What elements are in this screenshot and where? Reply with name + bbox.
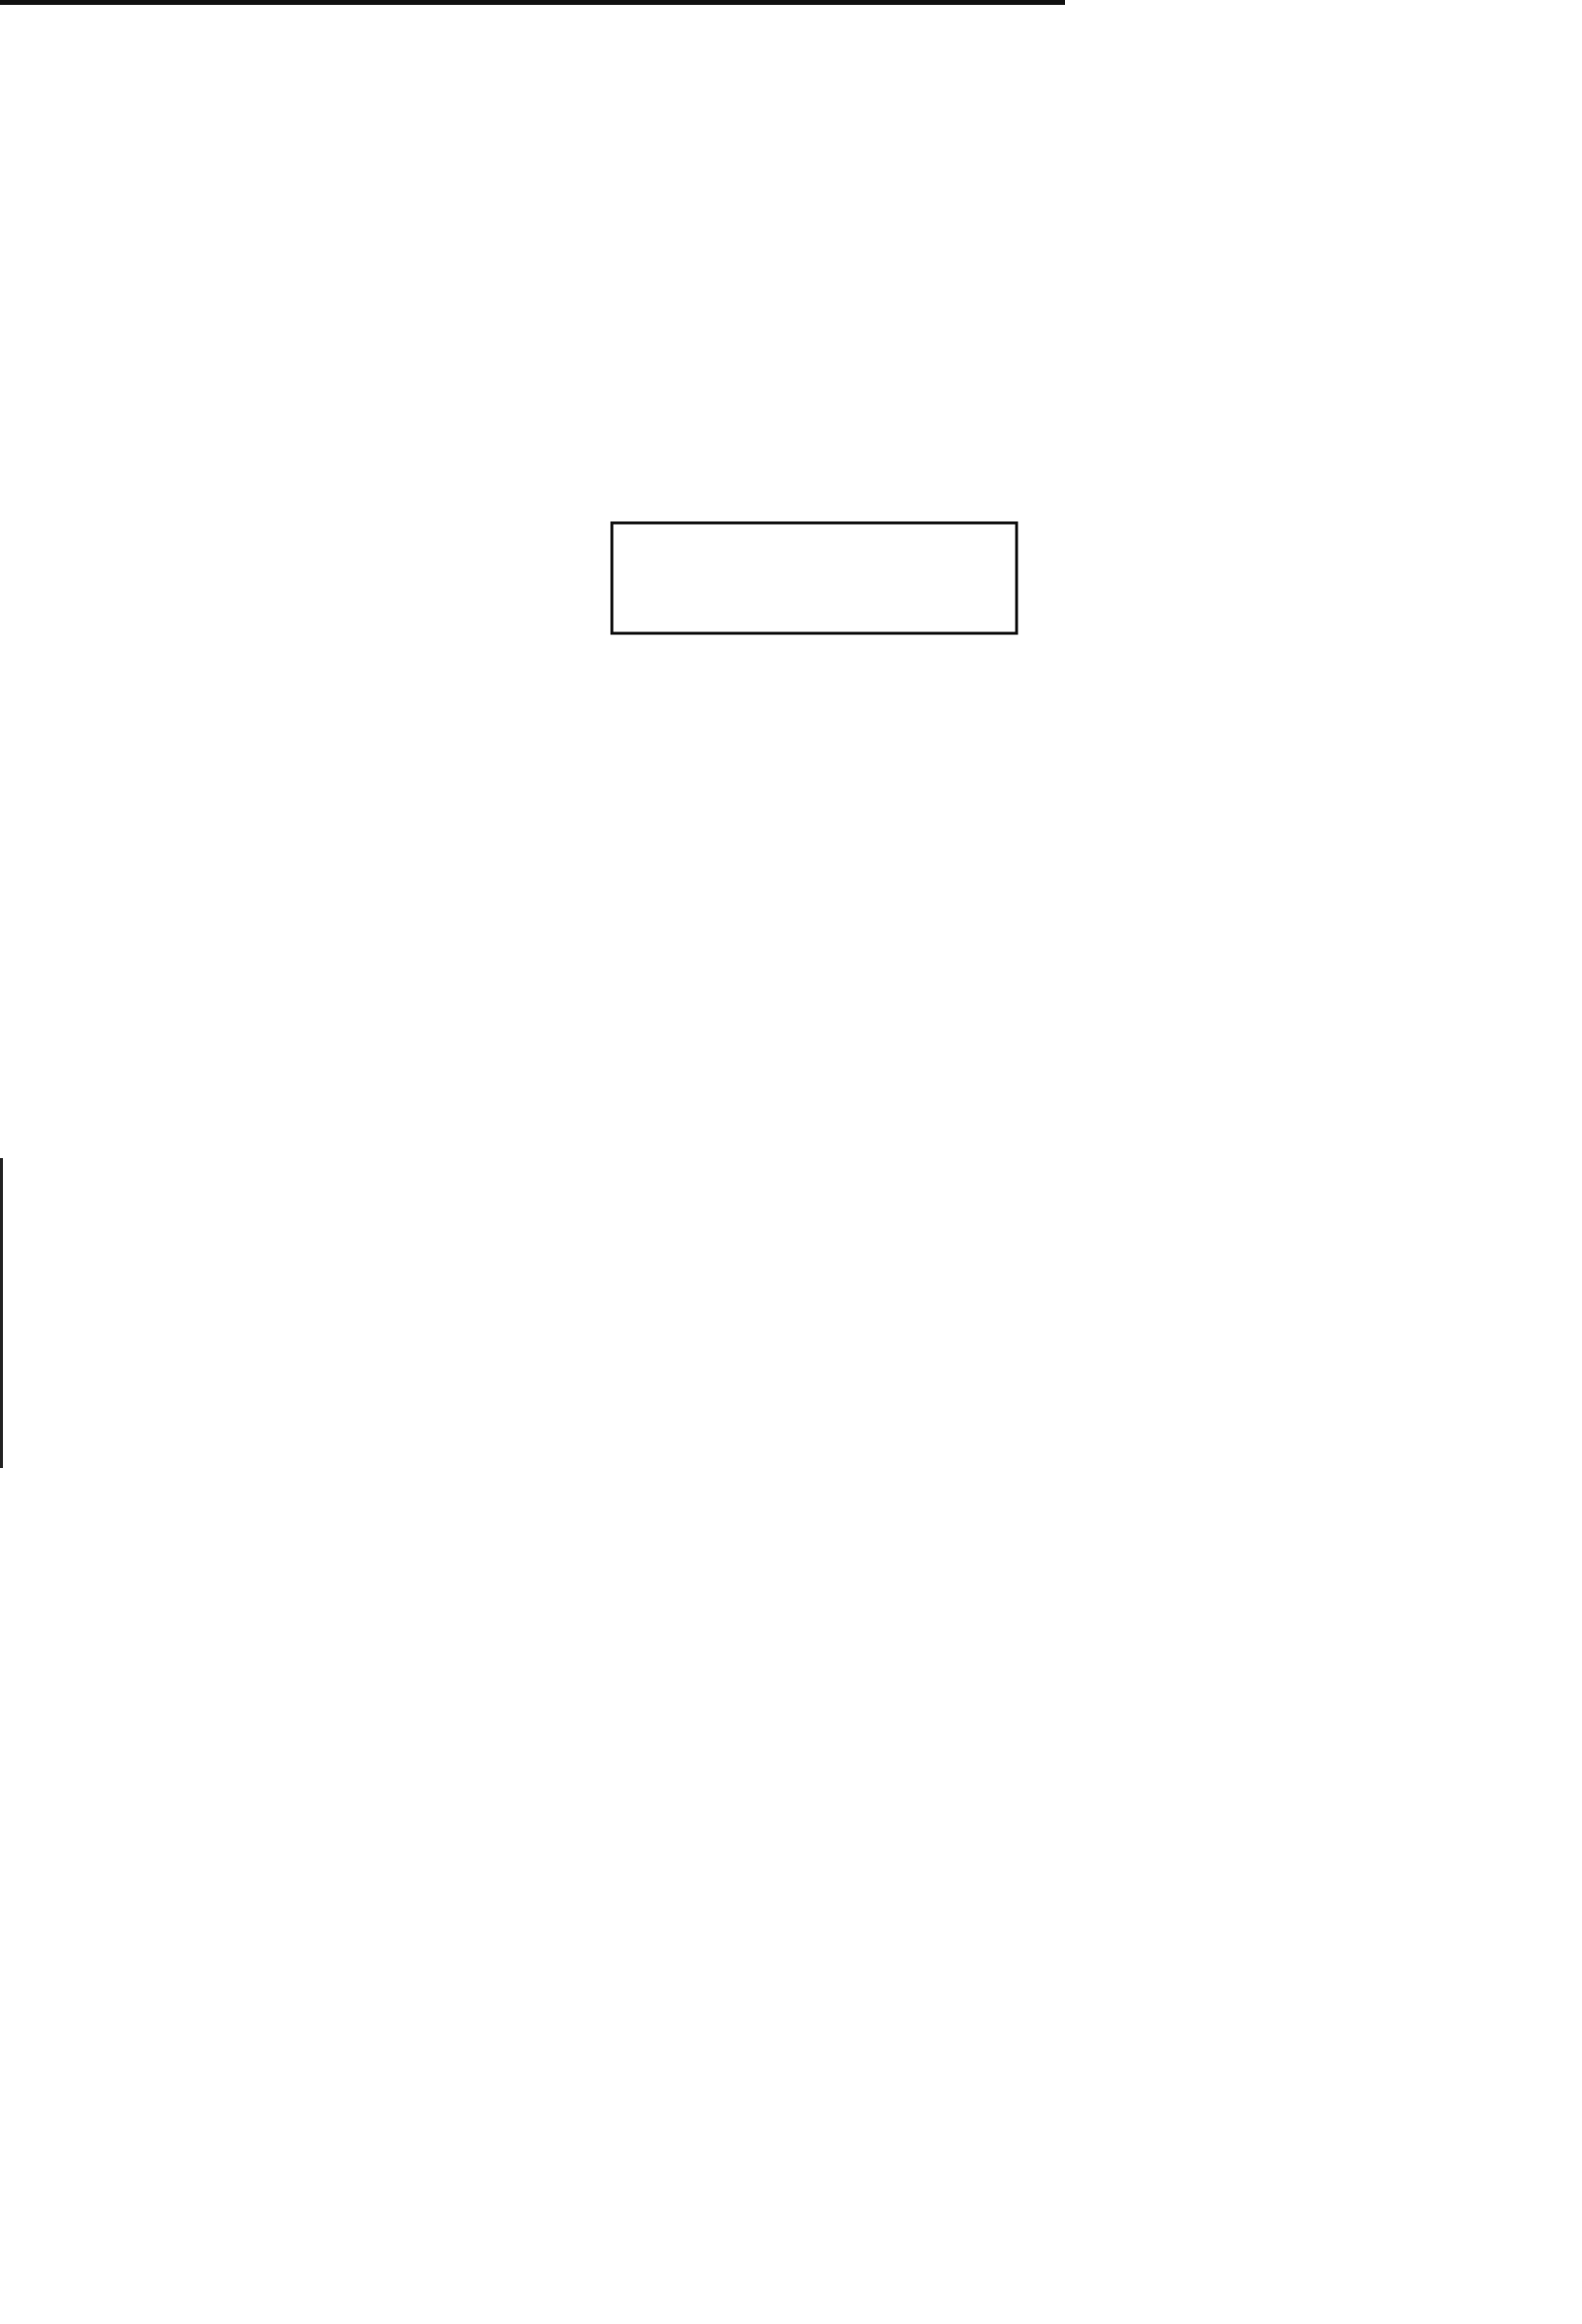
page-title	[583, 502, 1046, 655]
scan-edge-mark	[0, 1158, 3, 1468]
toc-title-frame	[583, 502, 1046, 655]
top-rule	[0, 0, 1065, 5]
